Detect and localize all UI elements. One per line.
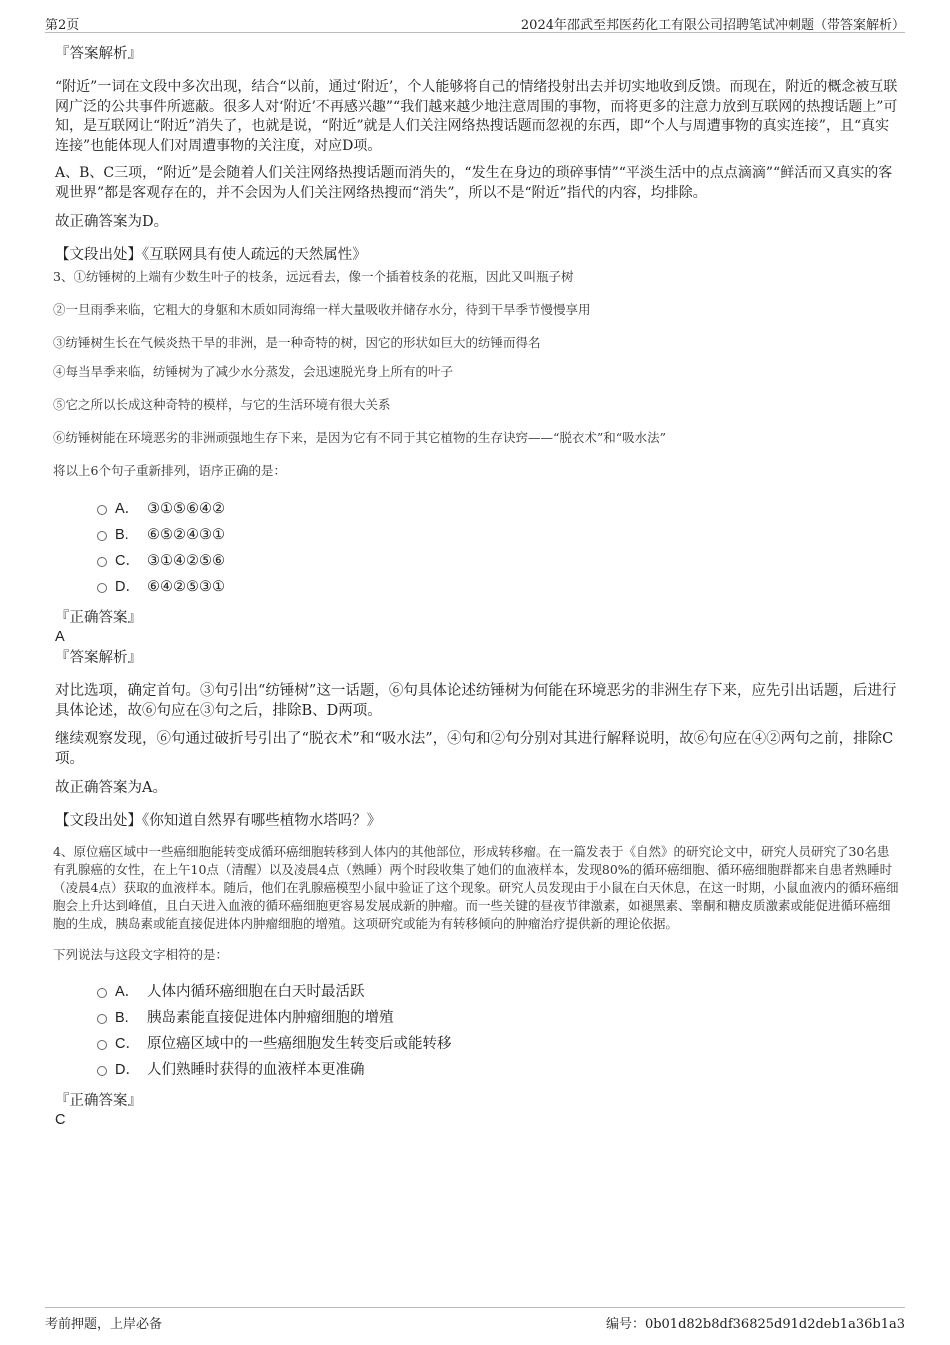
q4-option-a[interactable] [55,979,900,1005]
option-key: A． [115,984,140,1000]
q3-sentence: ⑥纺锤树能在环境恶劣的非洲顽强地生存下来，是因为它有不同于其它植物的生存诀窍——“脱衣术”和“吸水法” [53,430,667,445]
q3-option-b[interactable] [55,522,900,548]
option-key: B. [115,1010,129,1026]
q3-options [55,496,900,600]
radio-icon[interactable] [97,531,107,541]
radio-icon[interactable] [97,505,107,515]
option-key: D． [115,1062,140,1078]
q3-option-a[interactable] [55,496,900,522]
q3-option-c[interactable] [55,548,900,574]
q4-options [55,979,900,1083]
footer-slogan: 考前押题，上岸必备 [45,1317,163,1332]
page-number: 第2页 [45,18,80,33]
q2-analysis-label: 『答案解析』 [55,46,142,62]
page-header [45,12,905,33]
q3-sentence: 3、①纺锤树的上端有少数生叶子的枝条，远远看去，像一个插着枝条的花瓶，因此又叫瓶子树 [53,269,574,284]
q3-sentence: ③纺锤树生长在气候炎热干旱的非洲，是一种奇特的树，因它的形状如巨大的纺锤而得名 [53,335,541,350]
q3-correct-answer: A [55,629,65,645]
q4-correct-answer: C [55,1112,66,1128]
q4-correct-label: 『正确答案』 [55,1093,142,1109]
q3-sentence: ④每当旱季来临，纺锤树为了减少水分蒸发，会迅速脱光身上所有的叶子 [53,364,454,379]
option-key: C． [115,553,140,569]
q4-passage: 4、原位癌区域中一些癌细胞能转变成循环癌细胞转移到人体内的其他部位，形成转移瘤。在一篇发表于《自然》的研究论文中，研究人员研究了30名患有乳腺癌的女性，在上午10点（清醒）以及凌晨4点（熟睡）两个时段收集了她们的血液样本，发现80%的循环癌细胞、循环癌细胞群都来自患者熟睡时（凌晨4点）获取的血液样本。随后，他们在乳腺癌模型小鼠中验证了这个现象。研究人员发现由于小鼠在白天休息，在这一时期，小鼠血液内的循环癌细胞会上升达到峰值，且白天进入血液的循环癌细胞更容易发展成新的肿瘤。而一些关键的昼夜节律激素，如褪黑素、睾酮和糖皮质激素或能促进循环癌细胞的生成，胰岛素或能直接促进体内肿瘤细胞的增殖。这项研究或能为有转移倾向的肿瘤治疗提供新的理论依据。 [53,844,899,931]
option-text: 胰岛素能直接促进体内肿瘤细胞的增殖 [147,1010,394,1026]
radio-icon[interactable] [97,1066,107,1076]
option-text: 原位癌区域中的一些癌细胞发生转变后或能转移 [147,1036,452,1052]
q2-analysis-p2: A、B、C三项，“附近”是会随着人们关注网络热搜话题而消失的，“发生在身边的琐碎事情”“平淡生活中的点点滴滴”“鲜活而又真实的客观世界”都是客观存在的，并不会因为人们关注网络热搜而“消失”，所以不是“附近”指代的内容，均排除。 [55,165,893,201]
option-text: ⑥⑤②④③① [147,527,225,543]
q4-prompt: 下列说法与这段文字相符的是： [53,947,229,962]
option-key: C． [115,1036,140,1052]
option-key: D． [115,579,140,595]
option-text: ⑥④②⑤③① [147,579,225,595]
q2-conclusion: 故正确答案为D。 [55,214,169,230]
q3-analysis-label: 『答案解析』 [55,650,142,666]
radio-icon[interactable] [97,988,107,998]
q4-option-d[interactable] [55,1057,900,1083]
footer-code: 编号：0b01d82b8df36825d91d2deb1a36b1a3 [605,1317,905,1332]
q3-analysis-p2: 继续观察发现，⑥句通过破折号引出了“脱衣术”和“吸水法”，④句和②句分别对其进行解释说明，故⑥句应在④②两句之前，排除C项。 [55,731,894,767]
q2-analysis-p1: “附近”一词在文段中多次出现，结合“以前，通过‘附近’，个人能够将自己的情绪投射出去并切实地收到反馈。而现在，附近的概念被互联网广泛的公共事件所遮蔽。很多人对‘附近’不再感兴趣”“我们越来越少地注意周围的事物，而将更多的注意力放到互联网的热搜话题上”可知，是互联网让“附近”消失了，也就是说，“附近”就是人们关注网络热搜话题而忽视的东西，即“个人与周遭事物的真实连接”，且“真实连接”也能体现人们对周遭事物的关注度，对应D项。 [55,79,898,154]
document-title: 2024年邵武至邦医药化工有限公司招聘笔试冲刺题（带答案解析） [520,18,905,33]
radio-icon[interactable] [97,557,107,567]
q3-source: 【文段出处】《你知道自然界有哪些植物水塔吗？》 [55,813,382,829]
q3-conclusion: 故正确答案为A。 [55,780,167,796]
radio-icon[interactable] [97,1014,107,1024]
option-key: B. [115,527,129,543]
option-text: 人体内循环癌细胞在白天时最活跃 [147,984,365,1000]
q3-sentences [53,268,900,480]
option-key: A． [115,501,140,517]
q3-prompt: 将以上6个句子重新排列，语序正确的是： [53,463,286,478]
q3-correct-label: 『正确答案』 [55,610,142,626]
q4-option-b[interactable] [55,1005,900,1031]
page-footer [45,1307,905,1332]
option-text: 人们熟睡时获得的血液样本更准确 [147,1062,365,1078]
q3-option-d[interactable] [55,574,900,600]
q2-source: 【文段出处】《互联网具有使人疏远的天然属性》 [55,247,367,263]
option-text: ③①⑤⑥④② [147,501,225,517]
document-body [55,44,900,1129]
q3-analysis-p1: 对比选项，确定首句。③句引出“纺锤树”这一话题，⑥句具体论述纺锤树为何能在环境恶劣的非洲生存下来，应先引出话题，后进行具体论述，故⑥句应在③句之后，排除B、D两项。 [55,683,897,719]
radio-icon[interactable] [97,1040,107,1050]
q3-sentence: ⑤它之所以长成这种奇特的模样，与它的生活环境有很大关系 [53,397,391,412]
q4-option-c[interactable] [55,1031,900,1057]
q3-sentence: ②一旦雨季来临，它粗大的身躯和木质如同海绵一样大量吸收并储存水分，待到干旱季节慢慢享用 [53,302,591,317]
radio-icon[interactable] [97,583,107,593]
option-text: ③①④②⑤⑥ [147,553,225,569]
